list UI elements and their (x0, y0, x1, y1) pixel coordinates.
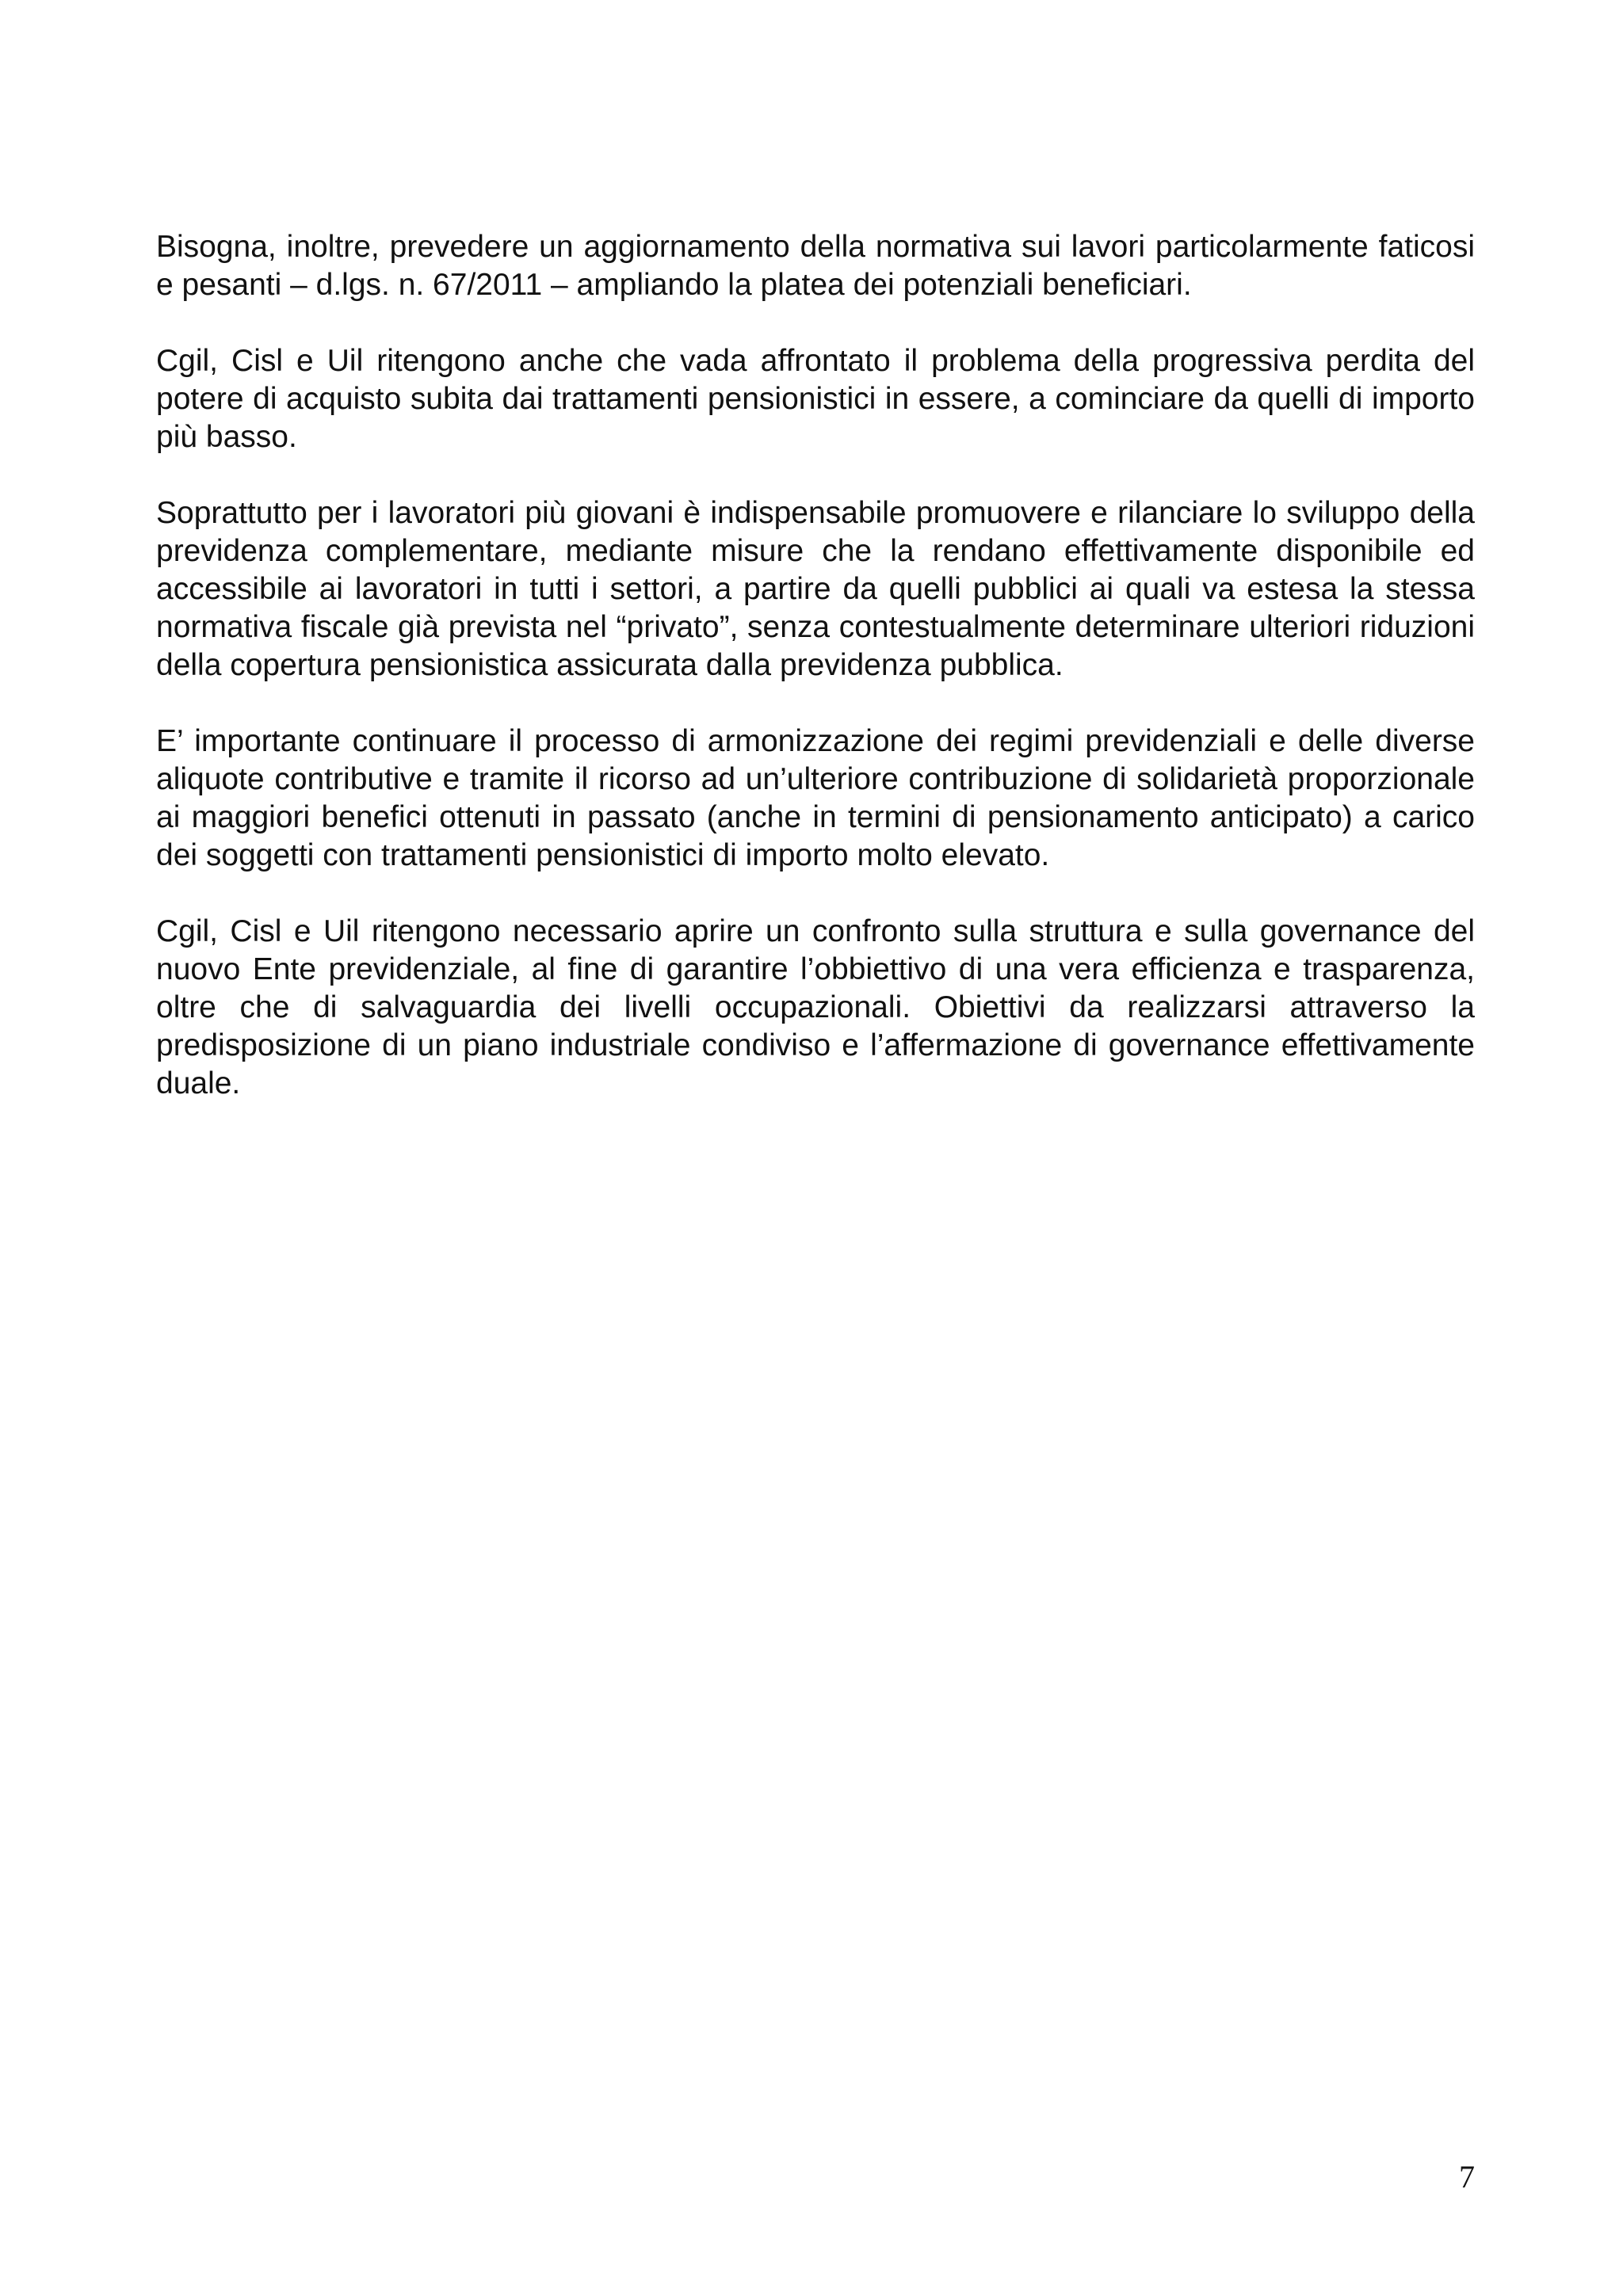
page-number: 7 (1459, 2159, 1475, 2195)
paragraph-lavori-faticosi: Bisogna, inoltre, prevedere un aggiornamento della normativa sui lavori particolarmente faticosi e pesanti – d.lgs. n. 67/2011 – ampliando la platea dei potenziali beneficiari. (156, 230, 1475, 302)
paragraph-potere-di-acquisto: Cgil, Cisl e Uil ritengono anche che vada affrontato il problema della progressiva perdita del potere di acquisto subita dai trattamenti pensionistici in essere, a cominciare da quelli di importo più basso. (156, 344, 1475, 454)
paragraph-governance: Cgil, Cisl e Uil ritengono necessario aprire un confronto sulla struttura e sulla governance del nuovo Ente previdenziale, al fine di garantire l’obbiettivo di una vera efficienza e trasparenza, oltre che di salvaguardia dei livelli occupazionali. Obiettivi da realizzarsi attraverso la predisposizione di un piano industriale condiviso e l’affermazione di governance effettivamente duale. (156, 914, 1475, 1100)
paragraph-previdenza-complementare: Soprattutto per i lavoratori più giovani è indispensabile promuovere e rilanciare lo sviluppo della previdenza complementare, mediante misure che la rendano effettivamente disponibile ed accessibile ai lavoratori in tutti i settori, a partire da quelli pubblici ai quali va estesa la stessa normativa fiscale già prevista nel “privato”, senza contestualmente determinare ulteriori riduzioni della copertura pensionistica assicurata dalla previdenza pubblica. (156, 496, 1475, 682)
paragraph-armonizzazione: E’ importante continuare il processo di armonizzazione dei regimi previdenziali e delle diverse aliquote contributive e tramite il ricorso ad un’ulteriore contribuzione di solidarietà proporzionale ai maggiori benefici ottenuti in passato (anche in termini di pensionamento anticipato) a carico dei soggetti con trattamenti pensionistici di importo molto elevato. (156, 724, 1475, 872)
document-body (156, 228, 1475, 1141)
